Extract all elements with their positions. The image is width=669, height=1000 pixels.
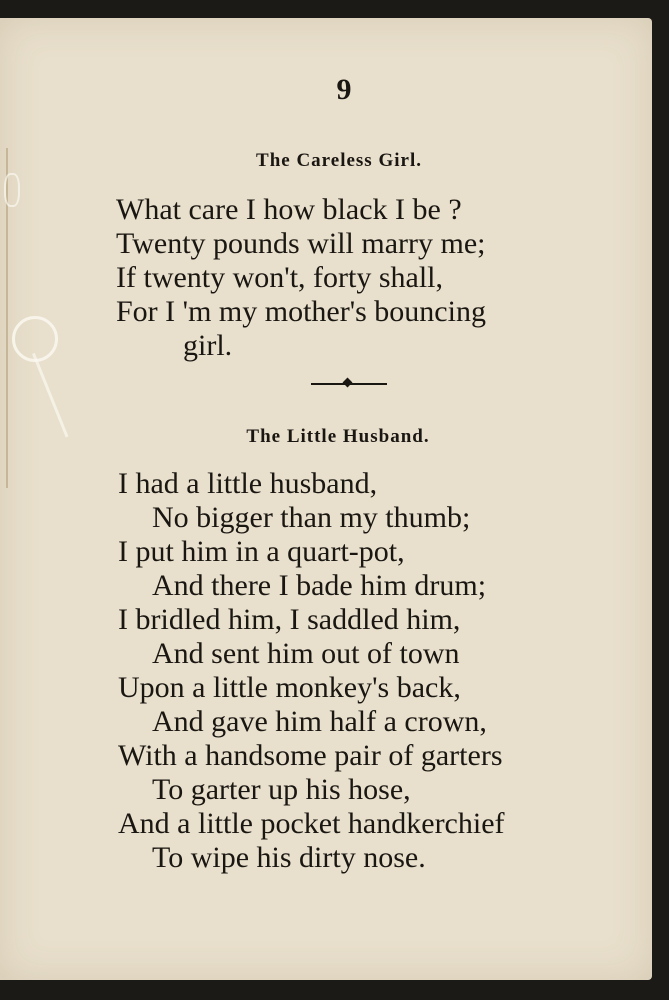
poem-line: I bridled him, I saddled him, (118, 603, 461, 636)
poem-line: And there I bade him drum; (152, 569, 487, 602)
poem-line: With a handsome pair of garters (118, 739, 503, 772)
poem-title-little-husband: The Little Husband. (246, 426, 430, 447)
poem-line: Twenty pounds will marry me; (116, 227, 486, 260)
poem-line: girl. (183, 329, 233, 362)
poem-line: I put him in a quart-pot, (118, 535, 405, 568)
poem-line: What care I how black I be ? (116, 193, 462, 226)
poem-line: No bigger than my thumb; (152, 501, 471, 534)
poem-line: Upon a little monkey's back, (118, 671, 461, 704)
poem-line: And gave him half a crown, (152, 705, 487, 738)
poem-title-careless-girl: The Careless Girl. (256, 150, 422, 171)
poem-line: If twenty won't, forty shall, (116, 261, 444, 294)
poem-line: And a little pocket handkerchief (118, 807, 505, 840)
poem-line: I had a little husband, (118, 467, 378, 500)
poem-line: To garter up his hose, (152, 773, 411, 806)
poem-line: To wipe his dirty nose. (152, 841, 426, 874)
poem-line: And sent him out of town (152, 637, 460, 670)
page-number: 9 (336, 73, 352, 106)
poem-line: For I 'm my mother's bouncing (116, 295, 486, 328)
